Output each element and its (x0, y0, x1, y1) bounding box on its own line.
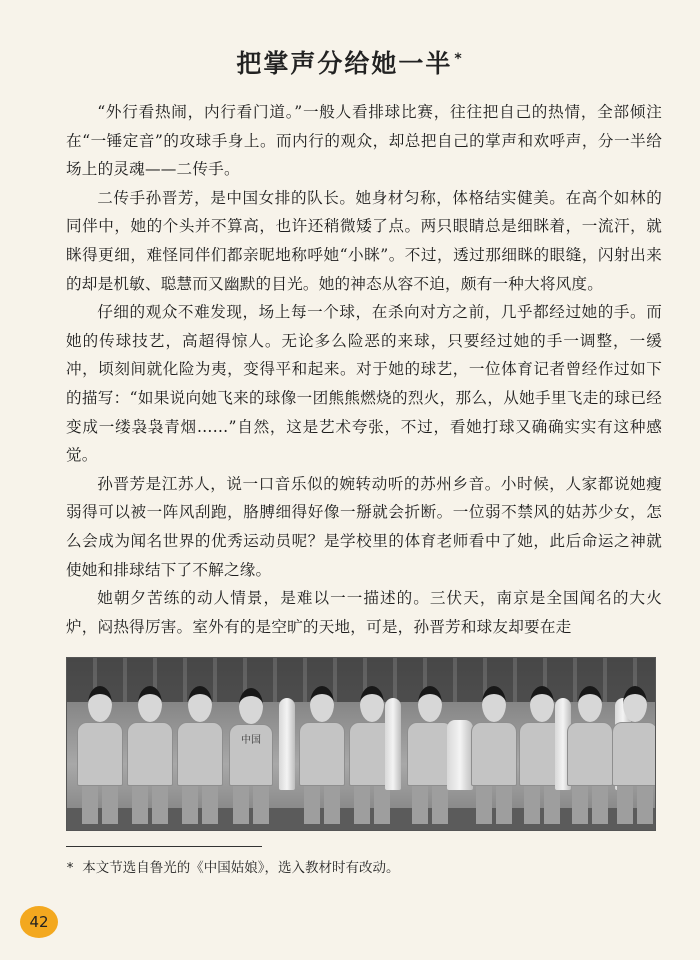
team-photo (66, 657, 656, 831)
player-figure (127, 686, 173, 824)
player-figure (567, 686, 613, 824)
article-body (66, 98, 662, 641)
player-figure (229, 688, 273, 824)
trophy (385, 698, 401, 790)
player-figure (177, 686, 223, 824)
article-title-text: 把掌声分给她一半 (236, 49, 453, 78)
player-figure (471, 686, 517, 824)
jersey-text: 中国 (241, 735, 261, 746)
player-figure (299, 686, 345, 824)
paragraph-1: “外行看热闹，内行看门道。”一般人看排球比赛，往往把自己的热情，全部倾注在“一锤定音”的攻球手身上。而内行的观众，却总把自己的掌声和欢呼声，分一半给场上的灵魂——二传手。 (66, 103, 662, 179)
paragraph-3: 仔细的观众不难发现，场上每一个球，在杀向对方之前，几乎都经过她的手。而她的传球技艺，高超得惊人。无论多么险恶的来球，只要经过她的手一调整，一缓冲，顷刻间就化险为夷，变得平和起来。对于她的球艺，一位体育记者曾经作过如下的描写：“如果说向她飞来的球像一团熊熊燃烧的烈火，那么，从她手里飞走的球已经变成一缕袅袅青烟……”自然，这是艺术夸张，不过，看她打球又确确实实有这种感觉。 (66, 303, 662, 465)
paragraph-4: 孙晋芳是江苏人，说一口音乐似的婉转动听的苏州乡音。小时候，人家都说她瘦弱得可以被一阵风刮跑，胳膊细得好像一掰就会折断。一位弱不禁风的姑苏少女，怎么会成为闻名世界的优秀运动员呢？是学校里的体育老师看中了她，此后命运之神就使她和排球结下了不解之缘。 (66, 474, 662, 579)
player-figure (77, 686, 123, 824)
title-footnote-mark: * (454, 50, 464, 67)
paragraph-2: 二传手孙晋芳，是中国女排的队长。她身材匀称，体格结实健美。在高个如林的同伴中，她的个头并不算高，也许还稍微矮了点。两只眼睛总是细眯着，一流汗，就眯得更细，难怪同伴们都亲昵地称呼她“小眯”。不过，透过那细眯的眼缝，闪射出来的却是机敏、聪慧而又幽默的目光。她的神态从容不迫，颇有一种大将风度。 (66, 188, 662, 293)
footnote-divider (66, 846, 262, 847)
page-number-badge (20, 906, 58, 938)
player-figure (612, 686, 656, 824)
article-title (0, 44, 700, 80)
trophy (447, 720, 473, 790)
footnote: * 本文节选自鲁光的《中国姑娘》，选入教材时有改动。 (66, 860, 400, 876)
paragraph-5: 她朝夕苦练的动人情景，是难以一一描述的。三伏天，南京是全国闻名的大火炉，闷热得厉害。室外有的是空旷的天地，可是，孙晋芳和球友却要在走 (66, 589, 662, 636)
page-number: 42 (29, 913, 49, 931)
trophy (279, 698, 295, 790)
